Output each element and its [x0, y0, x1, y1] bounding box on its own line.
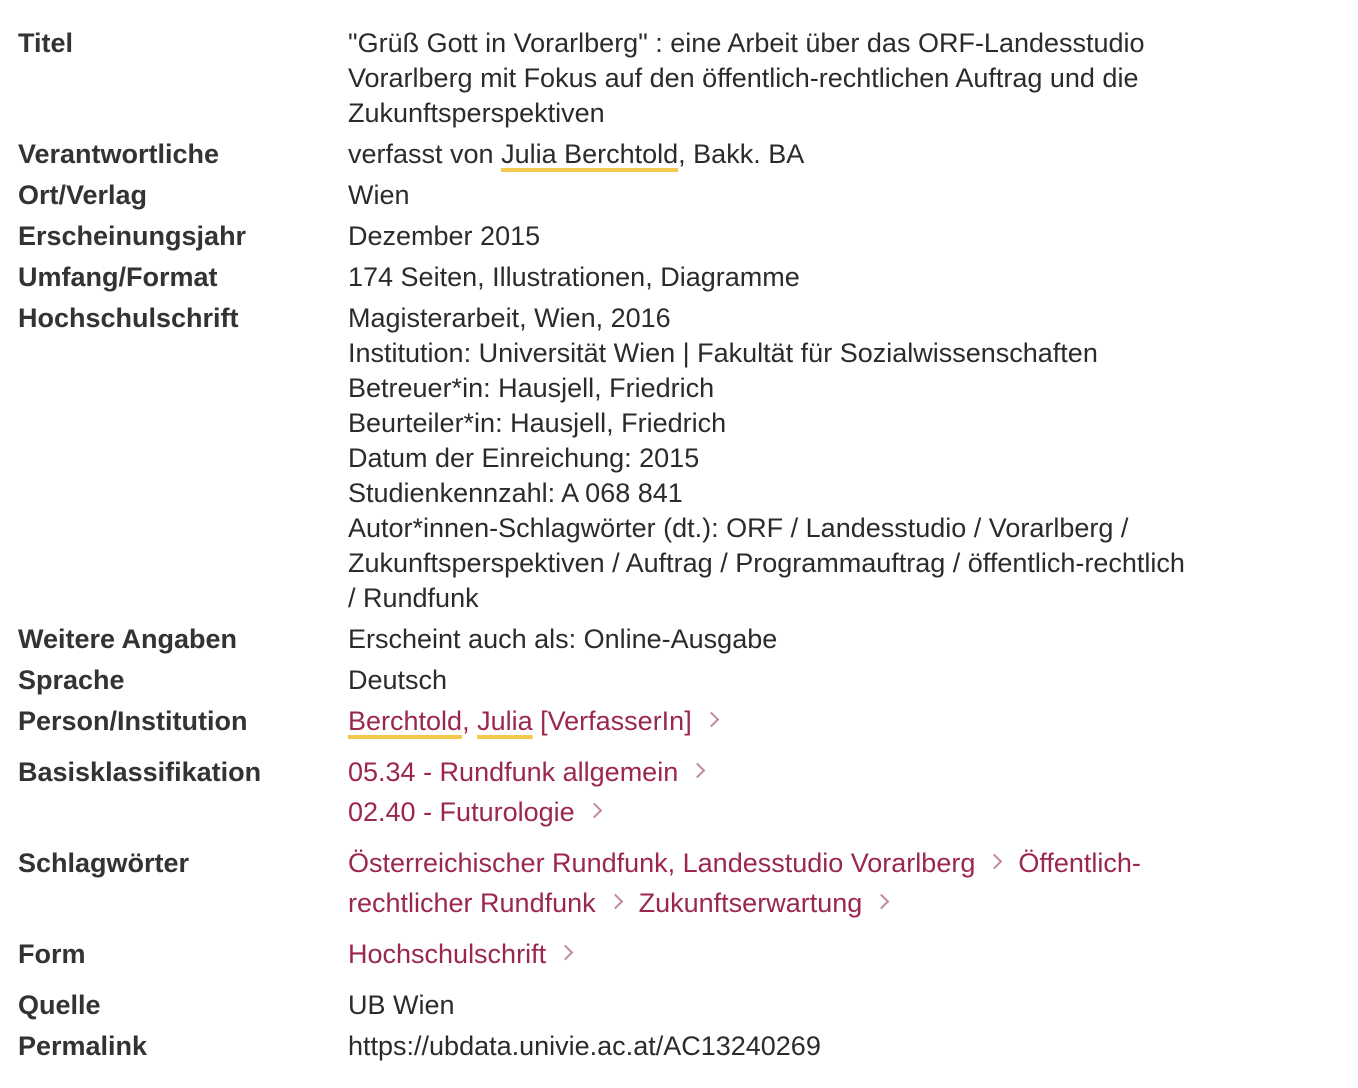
thesis-line: Datum der Einreichung: 2015	[348, 443, 700, 473]
title-line: Vorarlberg mit Fokus auf den öffentlich-rechtlichen Auftrag und die	[348, 63, 1139, 93]
label-language: Sprache	[18, 665, 125, 695]
label-responsible: Verantwortliche	[18, 139, 220, 169]
person-given-name: Julia	[477, 706, 533, 736]
permalink-text[interactable]: https://ubdata.univie.ac.at/AC13240269	[348, 1031, 821, 1061]
label-form: Form	[18, 939, 86, 969]
chevron-right-icon	[607, 894, 623, 910]
label-source: Quelle	[18, 990, 101, 1020]
label-year: Erscheinungsjahr	[18, 221, 247, 251]
thesis-line: Studienkennzahl: A 068 841	[348, 478, 683, 508]
value-extent: 174 Seiten, Illustrationen, Diagramme	[348, 262, 800, 292]
row-title	[18, 26, 1318, 131]
row-permalink	[18, 1029, 1318, 1064]
subjects-line	[348, 886, 1318, 926]
thesis-line: Beurteiler*in: Hausjell, Friedrich	[348, 408, 727, 438]
label-classification: Basisklassifikation	[18, 757, 262, 787]
label-permalink: Permalink	[18, 1031, 148, 1061]
form-link[interactable]	[348, 937, 1318, 977]
title-line: Zukunftsperspektiven	[348, 98, 605, 128]
subjects-line	[348, 846, 1318, 886]
classification-link[interactable]	[348, 795, 1318, 835]
classification-label: 05.34 - Rundfunk allgemein	[348, 757, 679, 787]
row-year	[18, 219, 1318, 254]
row-thesis	[18, 301, 1318, 616]
chevron-right-icon	[703, 712, 719, 728]
label-place: Ort/Verlag	[18, 180, 148, 210]
value-subjects	[348, 846, 1318, 926]
value-source: UB Wien	[348, 990, 455, 1020]
row-responsible	[18, 137, 1318, 172]
thesis-line: Betreuer*in: Hausjell, Friedrich	[348, 373, 715, 403]
chevron-right-icon	[987, 854, 1003, 870]
label-person: Person/Institution	[18, 706, 248, 736]
value-person	[348, 704, 1318, 744]
value-thesis	[348, 301, 1318, 616]
label-further: Weitere Angaben	[18, 624, 238, 654]
chevron-right-icon	[690, 763, 706, 779]
row-subjects	[18, 846, 1318, 926]
form-label: Hochschulschrift	[348, 939, 547, 969]
thesis-line: / Rundfunk	[348, 583, 479, 613]
row-classification	[18, 755, 1318, 835]
thesis-line: Institution: Universität Wien | Fakultät für Sozialwissenschaften	[348, 338, 1098, 368]
chevron-right-icon	[874, 894, 890, 910]
row-place	[18, 178, 1318, 213]
label-thesis: Hochschulschrift	[18, 303, 239, 333]
person-separator: ,	[462, 706, 478, 736]
responsible-suffix: , Bakk. BA	[678, 139, 805, 169]
value-language: Deutsch	[348, 665, 448, 695]
value-title	[348, 26, 1318, 131]
row-extent	[18, 260, 1318, 295]
responsible-name-highlight: Julia Berchtold	[501, 139, 679, 169]
value-place: Wien	[348, 180, 410, 210]
value-year: Dezember 2015	[348, 221, 541, 251]
row-person	[18, 704, 1318, 744]
thesis-line: Zukunftsperspektiven / Auftrag / Programmauftrag / öffentlich-rechtlich	[348, 548, 1185, 578]
chevron-right-icon	[586, 803, 602, 819]
row-form	[18, 937, 1318, 977]
label-subjects: Schlagwörter	[18, 848, 190, 878]
value-responsible	[348, 137, 1318, 172]
responsible-prefix: verfasst von	[348, 139, 502, 169]
subject-link-2[interactable]: Öffentlich-	[1018, 848, 1141, 878]
classification-link[interactable]	[348, 755, 1318, 795]
row-source	[18, 988, 1318, 1023]
bibliographic-record	[18, 26, 1318, 1064]
row-further	[18, 622, 1318, 657]
label-title: Titel	[18, 28, 74, 58]
subject-link-1[interactable]: Österreichischer Rundfunk, Landesstudio Vorarlberg	[348, 848, 976, 878]
title-line: "Grüß Gott in Vorarlberg" : eine Arbeit über das ORF-Landesstudio	[348, 28, 1145, 58]
subject-link-3[interactable]: Zukunftserwartung	[638, 888, 863, 918]
person-role: [VerfasserIn]	[532, 706, 692, 736]
row-language	[18, 663, 1318, 698]
value-form	[348, 937, 1318, 977]
thesis-line: Magisterarbeit, Wien, 2016	[348, 303, 671, 333]
person-link[interactable]	[348, 704, 1318, 744]
value-further: Erscheint auch als: Online-Ausgabe	[348, 624, 778, 654]
label-extent: Umfang/Format	[18, 262, 218, 292]
chevron-right-icon	[558, 945, 574, 961]
thesis-line: Autor*innen-Schlagwörter (dt.): ORF / Landesstudio / Vorarlberg /	[348, 513, 1129, 543]
value-classification	[348, 755, 1318, 835]
subject-link-2-continued[interactable]: rechtlicher Rundfunk	[348, 888, 596, 918]
person-surname: Berchtold	[348, 706, 463, 736]
classification-label: 02.40 - Futurologie	[348, 797, 575, 827]
